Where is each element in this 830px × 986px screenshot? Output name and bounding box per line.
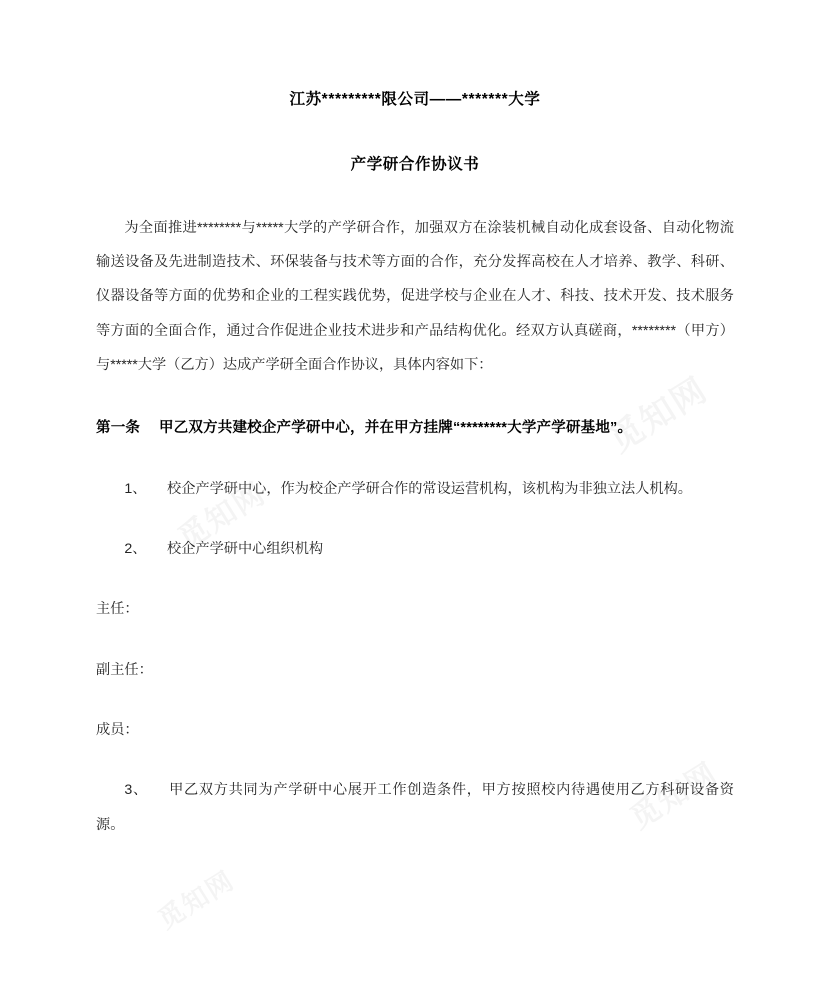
clause-1-heading (96, 382, 734, 445)
role-line-director: 主任： (96, 601, 139, 618)
list-item-number: 3、 (124, 782, 148, 799)
list-item-text: 校企产学研中心组织机构 (167, 541, 324, 557)
list-item (96, 506, 734, 566)
role-line-members: 成员： (96, 722, 139, 739)
list-item (96, 747, 734, 842)
clause-1-label: 第一条 (96, 420, 141, 437)
preamble-paragraph: 为全面推进********与*****大学的产学研合作，加强双方在涂装机械自动化成套设备、自动化物流输送设备及先进制造技术、环保装备与技术等方面的合作，充分发挥高校在人才培养、教学、科研、仪器设备等方面的优势和企业的工程实践优势，促进学校与企业在人才、科技、技术开发、技术服务等方面的全面合作，通过合作促进企业技术进步和产品结构优化。经双方认真磋商，********（甲方）与*****大学（乙方）达成产学研全面合作协议，具体内容如下： (96, 219, 734, 373)
document-title-primary: 江苏*********限公司——*******大学 (289, 91, 541, 108)
list-item-text: 甲乙双方共同为产学研中心展开工作创造条件，甲方按照校内待遇使用乙方科研设备资源。 (96, 782, 734, 833)
list-item (96, 446, 734, 506)
list-item-number: 1、 (124, 480, 147, 497)
watermark-text (150, 860, 241, 936)
role-line-deputy-director: 副主任： (96, 661, 153, 678)
list-item-text: 校企产学研中心，作为校企产学研合作的常设运营机构，该机构为非独立法人机构。 (167, 480, 692, 497)
document-title-secondary: 产学研合作协议书 (350, 156, 480, 174)
clause-1-title: 甲乙双方共建校企产学研中心，并在甲方挂牌“********大学产学研基地”。 (158, 420, 633, 437)
list-item-number: 2、 (124, 541, 147, 557)
